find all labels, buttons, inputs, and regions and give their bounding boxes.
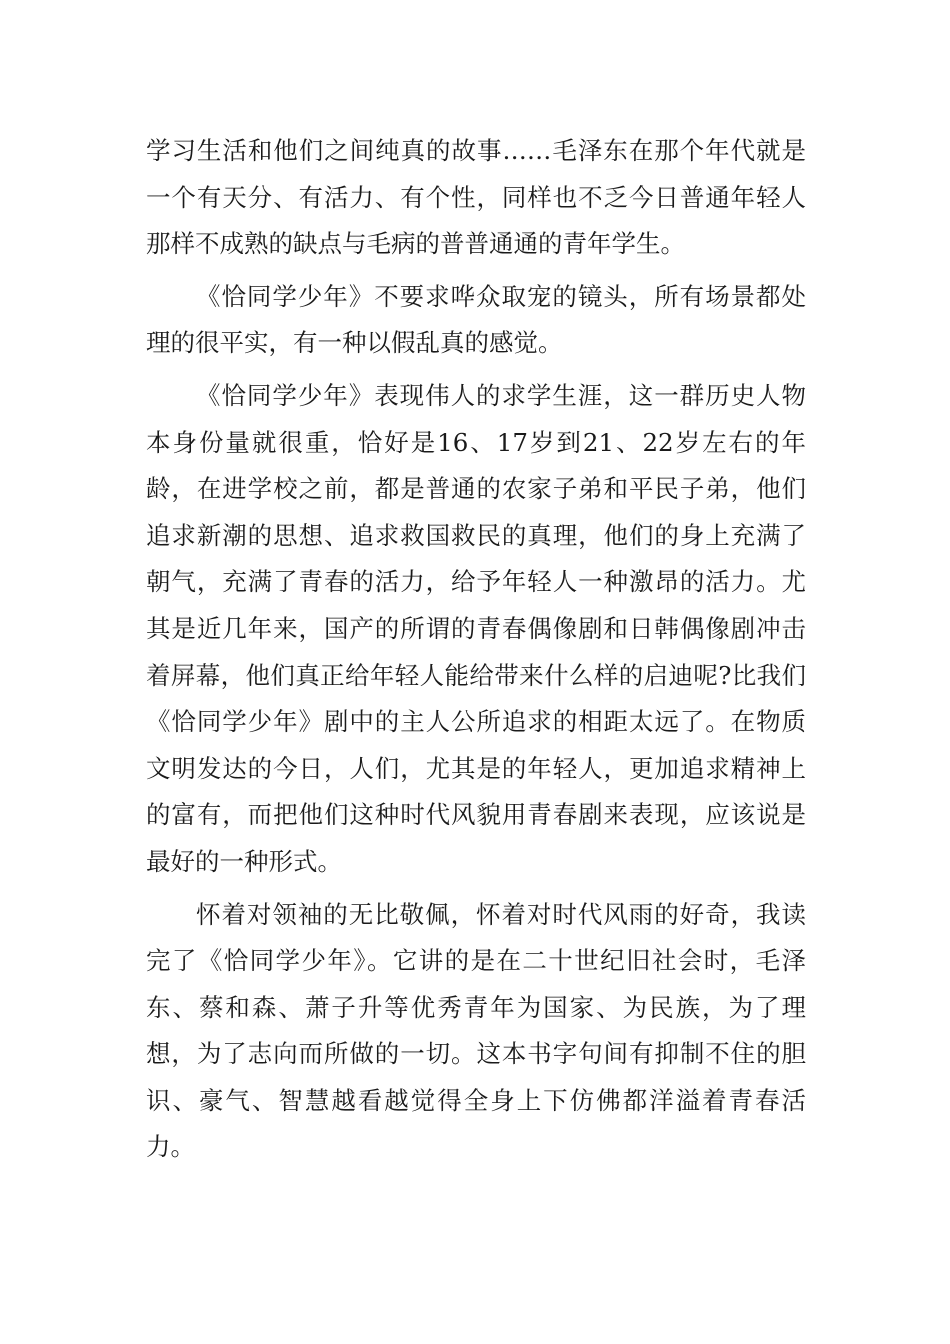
- paragraph-2: 《恰同学少年》不要求哗众取宠的镜头，所有场景都处理的很平实，有一种以假乱真的感觉。: [146, 281, 806, 358]
- paragraph-3: 《恰同学少年》表现伟人的求学生涯，这一群历史人物本身份量就很重，恰好是16、17岁到21、22岁左右的年龄，在进学校之前，都是普通的农家子弟和平民子弟，他们追求新潮的思想、追求救国救民的真理，他们的身上充满了朝气，充满了青春的活力，给予年轻人一种激昂的活力。尤其是近几年来，国产的所谓的青春偶像剧和日韩偶像剧冲击着屏幕，他们真正给年轻人能给带来什么样的启迪呢?比我们《恰同学少年》剧中的主人公所追求的相距太远了。在物质文明发达的今日，人们，尤其是的年轻人，更加追求精神上的富有，而把他们这种时代风貌用青春剧来表现，应该说是最好的一种形式。: [146, 380, 806, 876]
- paragraph-4: 怀着对领袖的无比敬佩，怀着对时代风雨的好奇，我读完了《恰同学少年》。它讲的是在二十世纪旧社会时，毛泽东、蔡和森、萧子升等优秀青年为国家、为民族，为了理想，为了志向而所做的一切。这本书字句间有抑制不住的胆识、豪气、智慧越看越觉得全身上下仿佛都洋溢着青春活力。: [146, 899, 806, 1162]
- paragraph-1: 学习生活和他们之间纯真的故事……毛泽东在那个年代就是一个有天分、有活力、有个性，同样也不乏今日普通年轻人那样不成熟的缺点与毛病的普普通通的青年学生。: [146, 136, 806, 259]
- document-page: [146, 128, 806, 1171]
